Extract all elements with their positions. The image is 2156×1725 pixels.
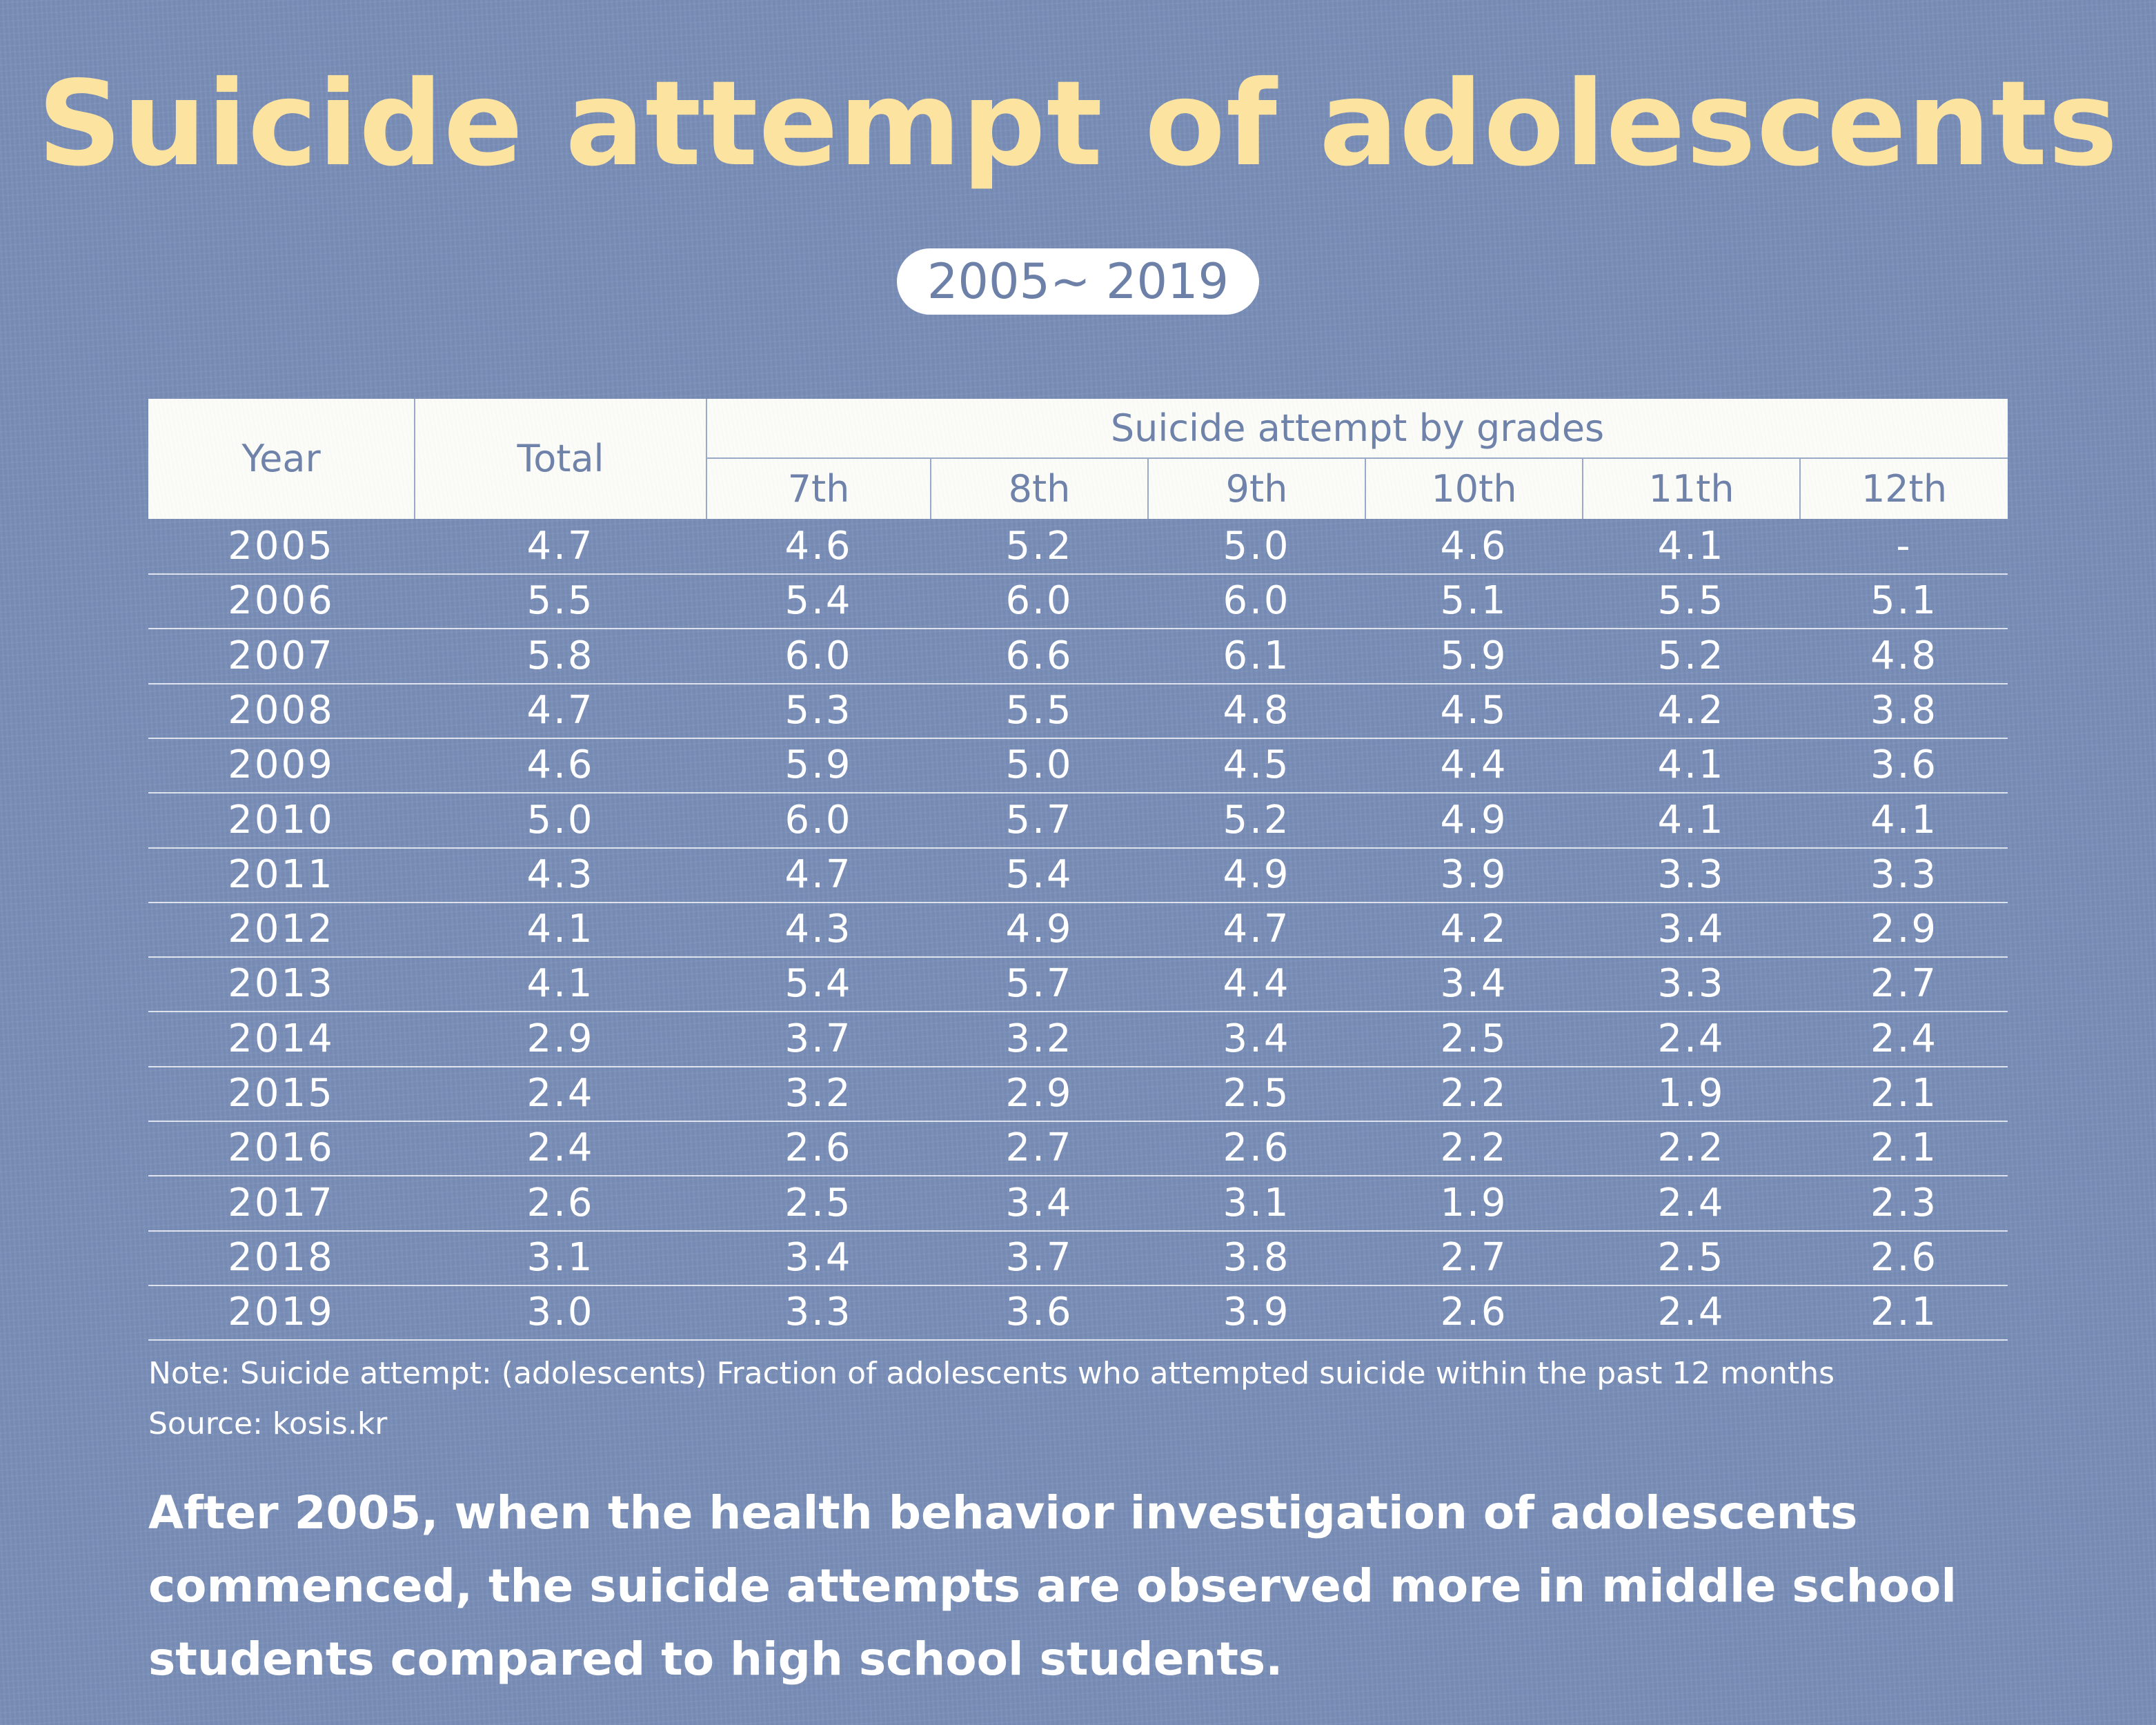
cell-9th: 6.0 bbox=[1223, 578, 1291, 624]
cell-8th: 6.0 bbox=[1005, 578, 1074, 624]
header-12th: 12th bbox=[1861, 467, 1948, 511]
table-row bbox=[148, 1230, 2008, 1286]
cell-7th: 6.0 bbox=[784, 633, 853, 678]
header-10th: 10th bbox=[1431, 467, 1517, 511]
cell-9th: 5.0 bbox=[1223, 524, 1291, 569]
header-year: Year bbox=[241, 437, 321, 480]
cell-8th: 3.7 bbox=[1005, 1234, 1074, 1280]
table-source: Source: kosis.kr bbox=[148, 1406, 388, 1441]
header-11th: 11th bbox=[1648, 467, 1734, 511]
header-total: Total bbox=[517, 437, 604, 480]
table-row bbox=[148, 902, 2008, 958]
cell-year: 2017 bbox=[228, 1180, 335, 1225]
cell-7th: 4.3 bbox=[784, 907, 853, 952]
cell-9th: 5.2 bbox=[1223, 797, 1291, 842]
cell-9th: 4.5 bbox=[1223, 742, 1291, 788]
cell-11th: 3.3 bbox=[1657, 961, 1725, 1007]
table-row bbox=[148, 1012, 2008, 1067]
cell-11th: 5.5 bbox=[1657, 578, 1725, 624]
cell-total: 4.1 bbox=[526, 961, 595, 1007]
cell-7th: 3.3 bbox=[784, 1290, 853, 1335]
cell-10th: 4.2 bbox=[1440, 907, 1508, 952]
cell-10th: 2.5 bbox=[1440, 1016, 1508, 1061]
cell-7th: 3.4 bbox=[784, 1234, 853, 1280]
cell-year: 2007 bbox=[228, 633, 335, 678]
cell-11th: 2.5 bbox=[1657, 1234, 1725, 1280]
cell-10th: 5.1 bbox=[1440, 578, 1508, 624]
cell-12th: 2.1 bbox=[1870, 1071, 1939, 1116]
cell-11th: 1.9 bbox=[1657, 1071, 1725, 1116]
cell-8th: 5.0 bbox=[1005, 742, 1074, 788]
cell-year: 2016 bbox=[228, 1125, 335, 1171]
cell-total: 4.3 bbox=[526, 851, 595, 897]
cell-11th: 2.4 bbox=[1657, 1180, 1725, 1225]
cell-10th: 3.9 bbox=[1440, 851, 1508, 897]
cell-12th: 3.3 bbox=[1870, 851, 1939, 897]
cell-total: 2.4 bbox=[526, 1071, 595, 1116]
cell-7th: 5.3 bbox=[784, 687, 853, 733]
table-row bbox=[148, 573, 2008, 629]
cell-10th: 4.9 bbox=[1440, 797, 1508, 842]
cell-year: 2011 bbox=[228, 851, 335, 897]
cell-12th: 2.7 bbox=[1870, 961, 1939, 1007]
cell-11th: 4.1 bbox=[1657, 742, 1725, 788]
cell-11th: 4.1 bbox=[1657, 524, 1725, 569]
table-row bbox=[148, 683, 2008, 739]
cell-11th: 2.2 bbox=[1657, 1125, 1725, 1171]
cell-12th: 4.1 bbox=[1870, 797, 1939, 842]
cell-year: 2013 bbox=[228, 961, 335, 1007]
page-title: Suicide attempt of adolescents bbox=[37, 56, 2119, 193]
header-7th: 7th bbox=[787, 467, 850, 511]
cell-10th: 4.5 bbox=[1440, 687, 1508, 733]
cell-total: 5.8 bbox=[526, 633, 595, 678]
cell-10th: 1.9 bbox=[1440, 1180, 1508, 1225]
cell-9th: 3.9 bbox=[1223, 1290, 1291, 1335]
cell-year: 2019 bbox=[228, 1290, 335, 1335]
cell-11th: 3.4 bbox=[1657, 907, 1725, 952]
cell-total: 2.9 bbox=[526, 1016, 595, 1061]
cell-9th: 3.4 bbox=[1223, 1016, 1291, 1061]
cell-8th: 4.9 bbox=[1005, 907, 1074, 952]
cell-10th: 2.2 bbox=[1440, 1071, 1508, 1116]
cell-12th: 5.1 bbox=[1870, 578, 1939, 624]
cell-year: 2009 bbox=[228, 742, 335, 788]
cell-11th: 4.1 bbox=[1657, 797, 1725, 842]
cell-7th: 4.6 bbox=[784, 524, 853, 569]
header-9th: 9th bbox=[1225, 467, 1288, 511]
table-row bbox=[148, 1176, 2008, 1232]
cell-7th: 5.4 bbox=[784, 578, 853, 624]
cell-12th: - bbox=[1896, 524, 1912, 569]
cell-8th: 3.6 bbox=[1005, 1290, 1074, 1335]
cell-9th: 6.1 bbox=[1223, 633, 1291, 678]
cell-12th: 2.1 bbox=[1870, 1290, 1939, 1335]
header-8th: 8th bbox=[1008, 467, 1071, 511]
cell-7th: 2.6 bbox=[784, 1125, 853, 1171]
table-row bbox=[148, 629, 2008, 684]
table-row bbox=[148, 1066, 2008, 1122]
cell-10th: 5.9 bbox=[1440, 633, 1508, 678]
cell-12th: 3.6 bbox=[1870, 742, 1939, 788]
cell-10th: 2.7 bbox=[1440, 1234, 1508, 1280]
cell-11th: 5.2 bbox=[1657, 633, 1725, 678]
cell-7th: 3.2 bbox=[784, 1071, 853, 1116]
cell-year: 2012 bbox=[228, 907, 335, 952]
table-row bbox=[148, 1285, 2008, 1341]
cell-12th: 4.8 bbox=[1870, 633, 1939, 678]
cell-year: 2008 bbox=[228, 687, 335, 733]
cell-9th: 4.9 bbox=[1223, 851, 1291, 897]
cell-10th: 2.2 bbox=[1440, 1125, 1508, 1171]
table-row bbox=[148, 956, 2008, 1012]
cell-year: 2014 bbox=[228, 1016, 335, 1061]
table-row bbox=[148, 1121, 2008, 1176]
cell-8th: 3.4 bbox=[1005, 1180, 1074, 1225]
cell-8th: 2.9 bbox=[1005, 1071, 1074, 1116]
cell-12th: 2.4 bbox=[1870, 1016, 1939, 1061]
cell-total: 4.7 bbox=[526, 687, 595, 733]
cell-8th: 5.7 bbox=[1005, 961, 1074, 1007]
year-range-badge: 2005~ 2019 bbox=[897, 248, 1259, 315]
cell-9th: 3.1 bbox=[1223, 1180, 1291, 1225]
cell-total: 2.4 bbox=[526, 1125, 595, 1171]
cell-total: 4.6 bbox=[526, 742, 595, 788]
summary-text: After 2005, when the health behavior investigation of adolescents commenced, the suicide attempts are observed more in middle school students compared to high school students. bbox=[148, 1486, 1957, 1686]
cell-total: 4.7 bbox=[526, 524, 595, 569]
cell-12th: 2.1 bbox=[1870, 1125, 1939, 1171]
cell-7th: 4.7 bbox=[784, 851, 853, 897]
cell-12th: 2.6 bbox=[1870, 1234, 1939, 1280]
cell-7th: 5.4 bbox=[784, 961, 853, 1007]
cell-11th: 2.4 bbox=[1657, 1016, 1725, 1061]
cell-total: 4.1 bbox=[526, 907, 595, 952]
cell-7th: 2.5 bbox=[784, 1180, 853, 1225]
cell-8th: 5.5 bbox=[1005, 687, 1074, 733]
cell-9th: 3.8 bbox=[1223, 1234, 1291, 1280]
cell-year: 2010 bbox=[228, 797, 335, 842]
cell-11th: 2.4 bbox=[1657, 1290, 1725, 1335]
cell-year: 2005 bbox=[228, 524, 335, 569]
cell-7th: 6.0 bbox=[784, 797, 853, 842]
cell-8th: 5.7 bbox=[1005, 797, 1074, 842]
cell-total: 5.0 bbox=[526, 797, 595, 842]
cell-8th: 3.2 bbox=[1005, 1016, 1074, 1061]
cell-9th: 4.8 bbox=[1223, 687, 1291, 733]
cell-10th: 2.6 bbox=[1440, 1290, 1508, 1335]
cell-12th: 2.9 bbox=[1870, 907, 1939, 952]
table-note: Note: Suicide attempt: (adolescents) Fraction of adolescents who attempted suicide within the past 12 months bbox=[148, 1356, 1835, 1391]
cell-8th: 5.4 bbox=[1005, 851, 1074, 897]
cell-total: 3.1 bbox=[526, 1234, 595, 1280]
cell-12th: 2.3 bbox=[1870, 1180, 1939, 1225]
cell-year: 2018 bbox=[228, 1234, 335, 1280]
cell-8th: 2.7 bbox=[1005, 1125, 1074, 1171]
cell-10th: 4.4 bbox=[1440, 742, 1508, 788]
cell-total: 2.6 bbox=[526, 1180, 595, 1225]
header-group-grades: Suicide attempt by grades bbox=[1110, 406, 1605, 450]
table-row bbox=[148, 847, 2008, 903]
cell-8th: 6.6 bbox=[1005, 633, 1074, 678]
table-header bbox=[148, 399, 2008, 519]
cell-12th: 3.8 bbox=[1870, 687, 1939, 733]
table-row bbox=[148, 519, 2008, 575]
cell-11th: 4.2 bbox=[1657, 687, 1725, 733]
table-row bbox=[148, 738, 2008, 793]
cell-year: 2015 bbox=[228, 1071, 335, 1116]
cell-10th: 3.4 bbox=[1440, 961, 1508, 1007]
table-row bbox=[148, 793, 2008, 849]
cell-total: 5.5 bbox=[526, 578, 595, 624]
cell-year: 2006 bbox=[228, 578, 335, 624]
cell-total: 3.0 bbox=[526, 1290, 595, 1335]
cell-9th: 4.4 bbox=[1223, 961, 1291, 1007]
cell-10th: 4.6 bbox=[1440, 524, 1508, 569]
cell-7th: 5.9 bbox=[784, 742, 853, 788]
cell-9th: 4.7 bbox=[1223, 907, 1291, 952]
cell-9th: 2.6 bbox=[1223, 1125, 1291, 1171]
cell-11th: 3.3 bbox=[1657, 851, 1725, 897]
cell-7th: 3.7 bbox=[784, 1016, 853, 1061]
cell-9th: 2.5 bbox=[1223, 1071, 1291, 1116]
cell-8th: 5.2 bbox=[1005, 524, 1074, 569]
